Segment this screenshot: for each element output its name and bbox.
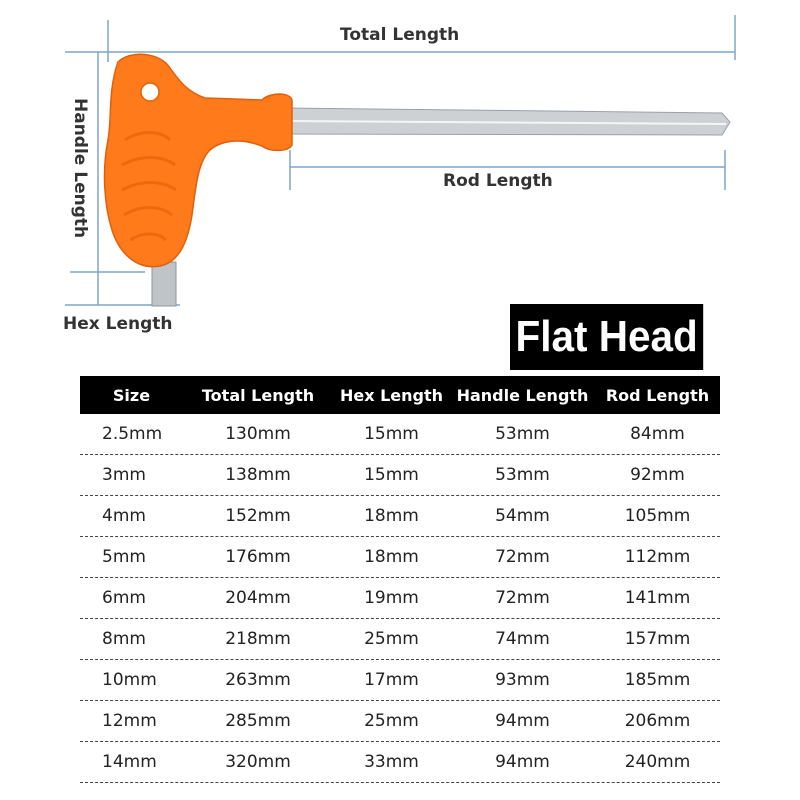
cell-handle-length: 94mm: [495, 752, 550, 772]
cell-total-length: 130mm: [225, 424, 291, 444]
cell-handle-length: 72mm: [495, 547, 550, 567]
cell-handle-length: 72mm: [495, 588, 550, 608]
cell-rod-length: 206mm: [624, 711, 691, 731]
hex-length-label: Hex Length: [63, 314, 173, 334]
cell-rod-length: 92mm: [630, 465, 685, 485]
cell-handle-length: 94mm: [495, 711, 550, 731]
hex-short-end: [152, 262, 176, 306]
handle-length-label: Handle Length: [70, 98, 90, 239]
cell-hex-length: 17mm: [364, 670, 419, 690]
header-handle-length: Handle Length: [456, 385, 589, 405]
cell-total-length: 204mm: [225, 588, 291, 608]
cell-hex-length: 25mm: [364, 711, 419, 731]
cell-size: 14mm: [102, 752, 157, 772]
cell-hex-length: 19mm: [364, 588, 419, 608]
cell-size: 5mm: [102, 547, 146, 567]
table-row: [80, 619, 720, 660]
table-row: [80, 660, 720, 701]
size-table: [80, 376, 720, 783]
table-row: [80, 742, 720, 783]
hex-key-illustration: [0, 0, 800, 340]
handle-hole: [141, 83, 159, 101]
tool-diagram: [0, 0, 800, 340]
cell-size: 2.5mm: [102, 424, 163, 444]
cell-total-length: 176mm: [225, 547, 291, 567]
cell-hex-length: 18mm: [364, 547, 419, 567]
cell-total-length: 152mm: [225, 506, 291, 526]
flat-head-badge: Flat Head: [510, 304, 703, 370]
table-row: [80, 414, 720, 455]
cell-hex-length: 15mm: [364, 465, 419, 485]
cell-size: 12mm: [102, 711, 157, 731]
cell-total-length: 218mm: [225, 629, 291, 649]
cell-hex-length: 25mm: [364, 629, 419, 649]
cell-hex-length: 18mm: [364, 506, 419, 526]
cell-size: 3mm: [102, 465, 146, 485]
cell-rod-length: 157mm: [624, 629, 691, 649]
cell-rod-length: 240mm: [624, 752, 691, 772]
cell-hex-length: 15mm: [364, 424, 419, 444]
table-header: [80, 376, 720, 414]
table-row: [80, 578, 720, 619]
header-hex-length: Hex Length: [339, 385, 444, 405]
table-row: [80, 701, 720, 742]
cell-rod-length: 185mm: [624, 670, 691, 690]
cell-rod-length: 141mm: [624, 588, 691, 608]
cell-total-length: 263mm: [225, 670, 291, 690]
table-row: [80, 455, 720, 496]
cell-size: 10mm: [102, 670, 157, 690]
table-row: [80, 537, 720, 578]
cell-total-length: 138mm: [225, 465, 291, 485]
header-total-length: Total Length: [201, 385, 315, 405]
cell-hex-length: 33mm: [364, 752, 419, 772]
total-length-label: Total Length: [340, 25, 460, 45]
cell-size: 4mm: [102, 506, 146, 526]
cell-size: 8mm: [102, 629, 146, 649]
cell-rod-length: 84mm: [630, 424, 685, 444]
cell-rod-length: 112mm: [624, 547, 691, 567]
cell-handle-length: 74mm: [495, 629, 550, 649]
header-rod-length: Rod Length: [605, 385, 710, 405]
cell-handle-length: 93mm: [495, 670, 550, 690]
table-body: [80, 414, 720, 783]
cell-handle-length: 54mm: [495, 506, 550, 526]
cell-handle-length: 53mm: [495, 465, 550, 485]
cell-total-length: 320mm: [225, 752, 291, 772]
header-size: Size: [112, 385, 151, 405]
cell-rod-length: 105mm: [624, 506, 691, 526]
table-row: [80, 496, 720, 537]
cell-handle-length: 53mm: [495, 424, 550, 444]
rod-length-label: Rod Length: [443, 171, 553, 191]
cell-total-length: 285mm: [225, 711, 291, 731]
cell-size: 6mm: [102, 588, 146, 608]
